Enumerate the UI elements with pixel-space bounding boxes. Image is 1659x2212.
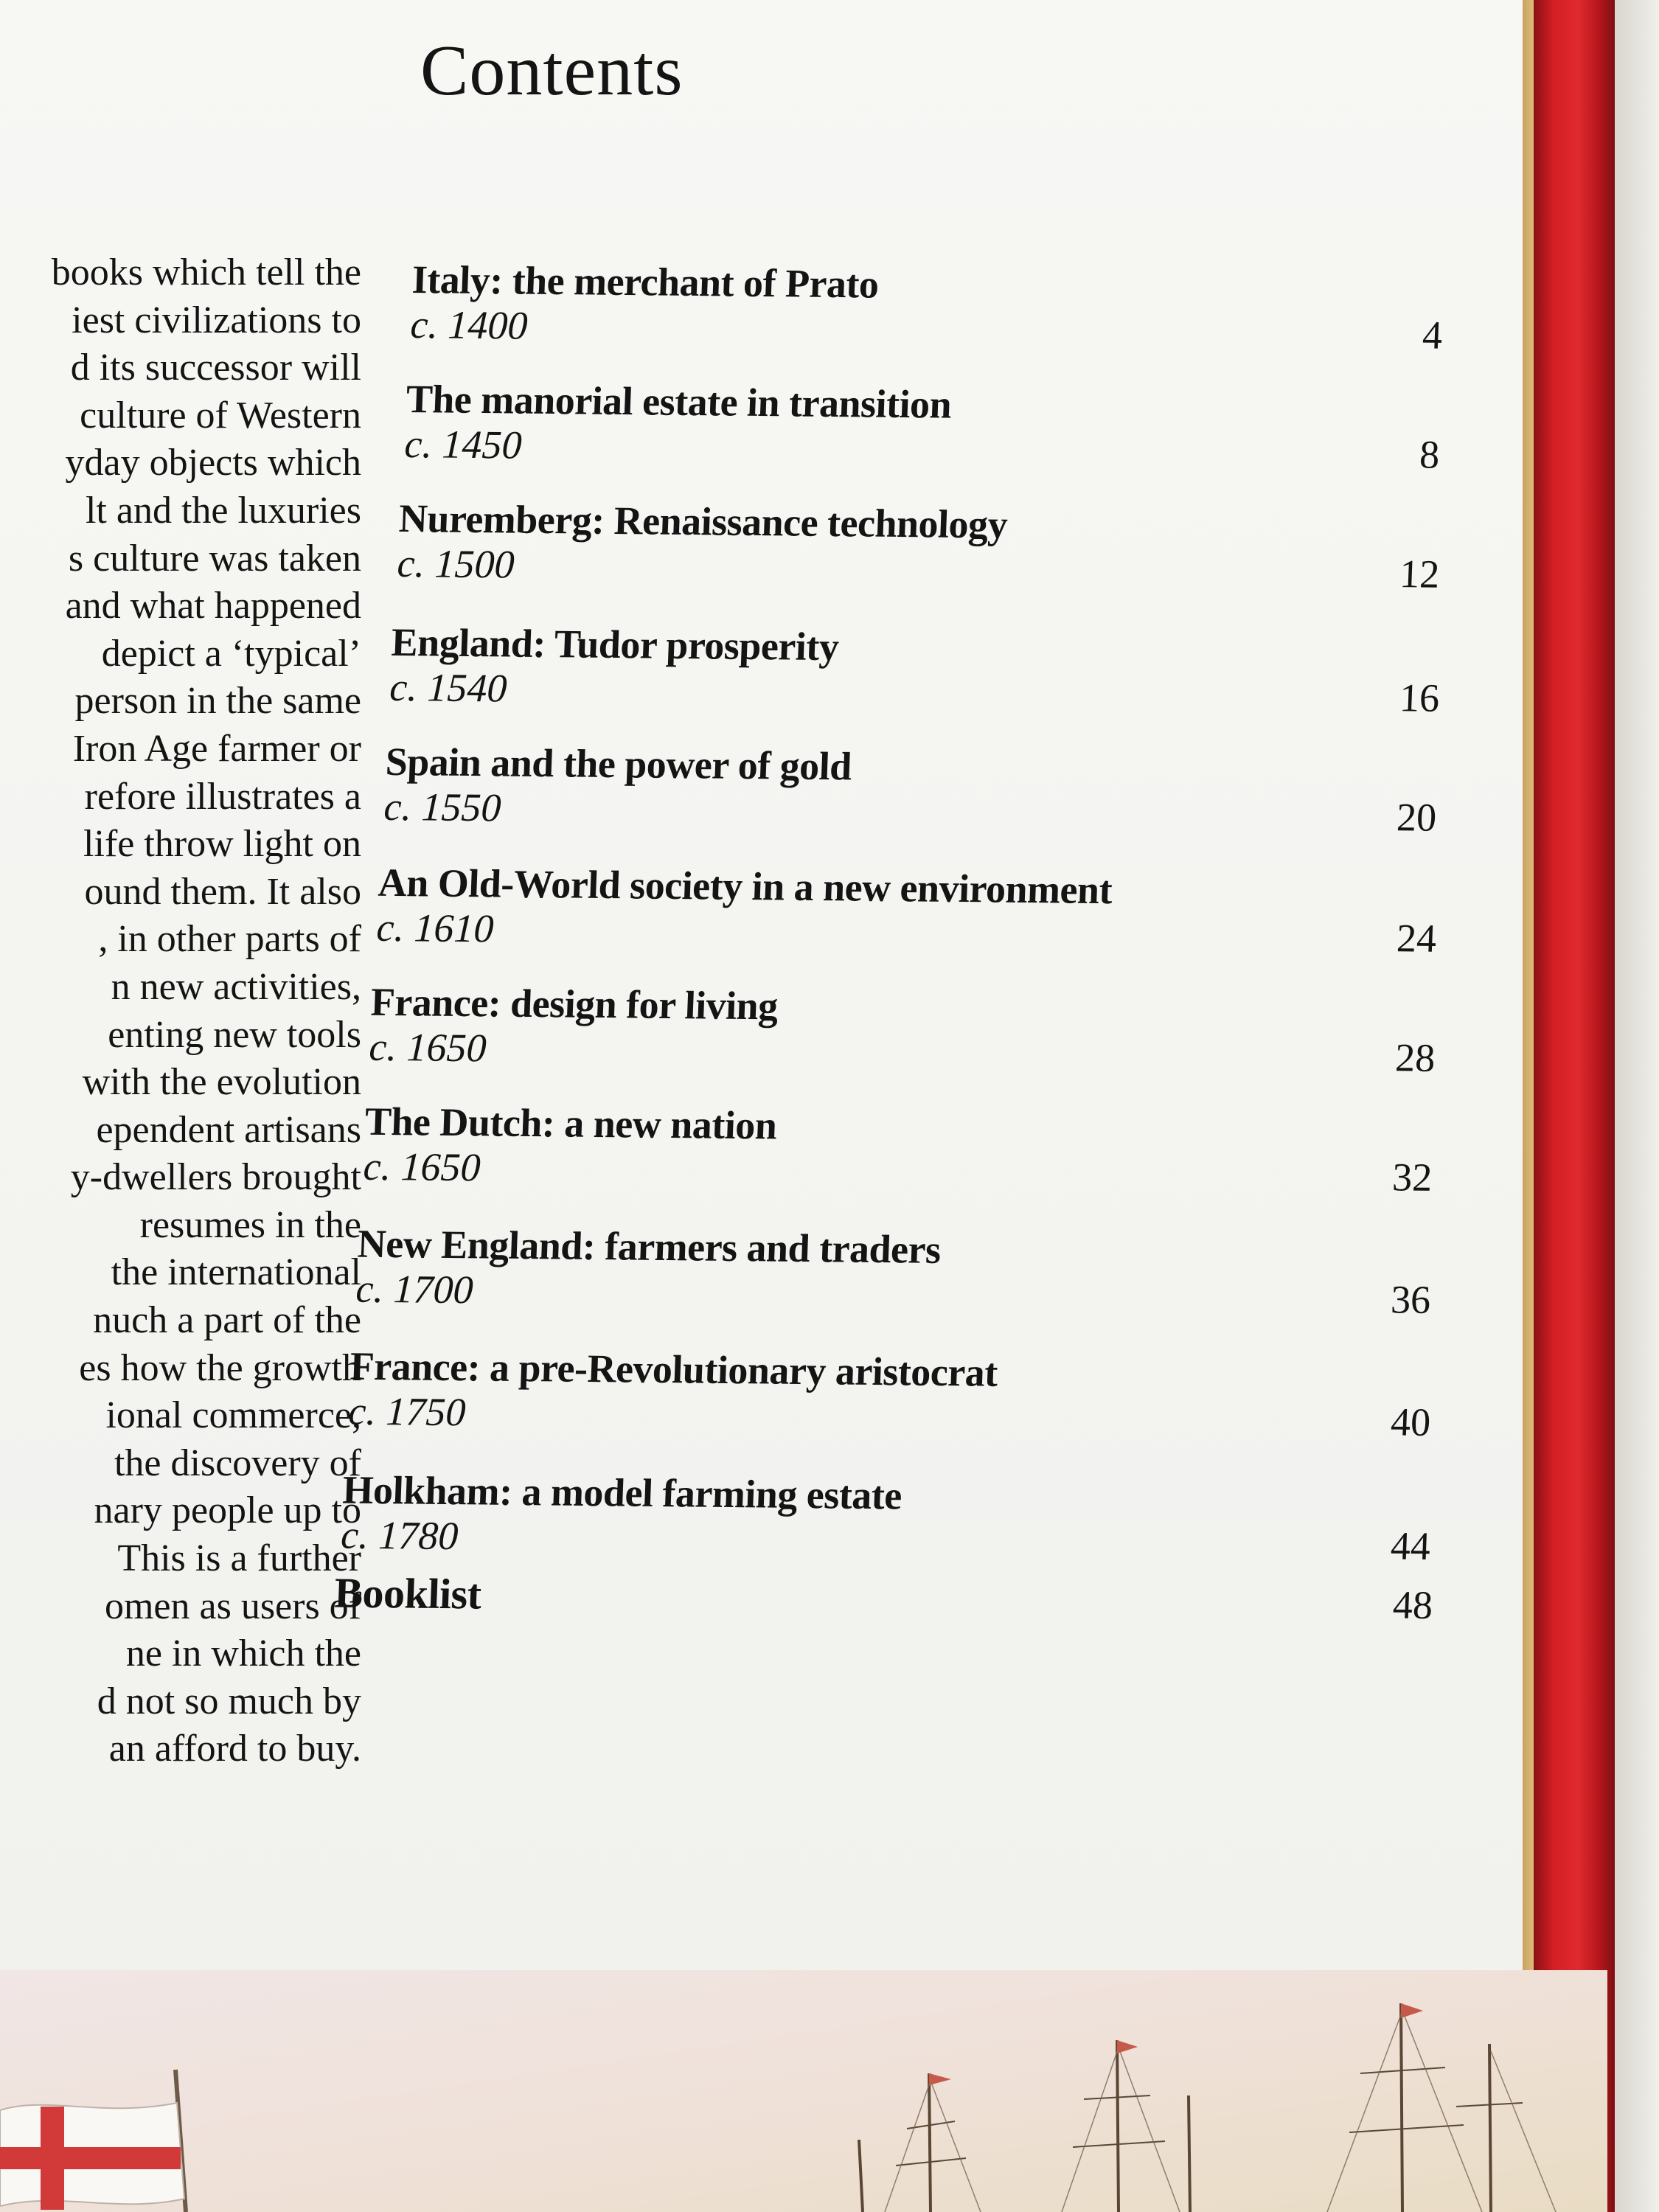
intro-line: nary people up to <box>94 1489 361 1532</box>
intro-paragraph <box>0 249 361 1773</box>
page-background <box>1615 0 1659 2212</box>
page-title: Contents <box>420 31 684 111</box>
intro-line: enting new tools <box>108 1013 361 1056</box>
intro-line: and what happened <box>65 585 361 627</box>
toc-entry-title: Nuremberg: Renaissance technology <box>397 495 1009 547</box>
toc-entry-title: France: a pre-Revolutionary aristocrat <box>349 1343 998 1395</box>
toc-entry-page-number: 40 <box>1390 1399 1432 1444</box>
toc-entry-page-number: 28 <box>1394 1035 1436 1080</box>
toc-entry[interactable] <box>340 1467 1432 1569</box>
toc-entry[interactable] <box>347 1343 1432 1444</box>
toc-entry-date: c. 1450 <box>403 421 523 467</box>
intro-line: d not so much by <box>97 1680 361 1722</box>
intro-line: ional commerce, <box>105 1394 361 1437</box>
toc-entry-title: An Old-World society in a new environment <box>377 860 1113 913</box>
toc-entry-page-number: 8 <box>1419 432 1441 477</box>
toc-entry[interactable] <box>389 619 1441 720</box>
toc-entry-date: c. 1750 <box>347 1388 467 1435</box>
intro-line: depict a ‘typical’ <box>101 632 361 675</box>
intro-line: This is a further <box>117 1537 361 1580</box>
intro-line: d its successor will <box>70 347 361 389</box>
toc-entry[interactable] <box>368 979 1436 1080</box>
intro-line: with the evolution <box>82 1061 361 1104</box>
intro-line: nuch a part of the <box>93 1299 361 1342</box>
book-spine <box>1534 0 1615 2212</box>
toc-entry-date: c. 1650 <box>368 1024 487 1071</box>
intro-text-column <box>0 249 361 1930</box>
toc-entry[interactable] <box>410 257 1445 358</box>
contents-list <box>333 257 1444 1628</box>
intro-line: es how the growth <box>79 1346 361 1389</box>
toc-entry-page-number: 24 <box>1396 916 1438 961</box>
booklist-page-number: 48 <box>1391 1582 1434 1628</box>
toc-entry-page-number: 44 <box>1389 1523 1432 1569</box>
intro-line: culture of Western <box>80 394 361 437</box>
intro-line: yday objects which <box>65 442 361 484</box>
intro-line: books which tell the <box>51 251 361 293</box>
intro-line: resumes in the <box>139 1203 361 1246</box>
toc-entry[interactable] <box>375 860 1438 961</box>
intro-line: person in the same <box>74 680 361 723</box>
toc-entry-page-number: 16 <box>1399 675 1441 720</box>
toc-entry-date: c. 1540 <box>389 664 508 711</box>
toc-entry-page-number: 32 <box>1391 1155 1433 1200</box>
toc-entry-booklist[interactable] <box>333 1568 1434 1628</box>
toc-entry-title: New England: farmers and traders <box>356 1221 942 1272</box>
intro-line: ependent artisans <box>96 1108 361 1151</box>
intro-line: the discovery of <box>114 1441 361 1484</box>
toc-entry-title: France: design for living <box>369 979 779 1029</box>
toc-entry-page-number: 12 <box>1399 552 1441 597</box>
toc-entry-title: Holkham: a model farming estate <box>341 1467 902 1518</box>
toc-entry-title: England: Tudor prosperity <box>390 619 840 669</box>
toc-entry-date: c. 1780 <box>340 1512 459 1559</box>
toc-entry[interactable] <box>362 1099 1433 1200</box>
intro-line: y-dwellers brought <box>70 1156 361 1199</box>
toc-entry-title: Spain and the power of gold <box>384 739 852 789</box>
toc-entry-page-number: 4 <box>1422 313 1444 358</box>
toc-entry-date: c. 1500 <box>396 540 515 587</box>
toc-entry-title: The Dutch: a new nation <box>364 1099 778 1148</box>
toc-entry-page-number: 36 <box>1390 1277 1432 1322</box>
intro-line: the international <box>111 1251 361 1294</box>
intro-line: iest civilizations to <box>72 299 361 341</box>
intro-line: lt and the luxuries <box>85 489 361 532</box>
toc-entry[interactable] <box>396 495 1441 597</box>
toc-entry-page-number: 20 <box>1396 795 1438 840</box>
ships-illustration <box>0 1970 1607 2212</box>
toc-entry-title: Italy: the merchant of Prato <box>411 257 880 307</box>
toc-entry[interactable] <box>404 376 1441 477</box>
intro-line: n new activities, <box>111 965 361 1008</box>
intro-line: Iron Age farmer or <box>72 727 361 770</box>
ships-illustration-image <box>0 1970 1607 2212</box>
toc-entry[interactable] <box>355 1221 1432 1322</box>
toc-entry-date: c. 1550 <box>383 784 502 830</box>
intro-line: refore illustrates a <box>84 775 361 818</box>
toc-entry-date: c. 1700 <box>355 1266 474 1312</box>
intro-line: an afford to buy. <box>108 1728 361 1770</box>
toc-entry-date: c. 1610 <box>375 905 495 951</box>
toc-entry-title: The manorial estate in transition <box>405 376 953 427</box>
intro-line: ound them. It also <box>84 870 361 913</box>
booklist-title: Booklist <box>333 1568 482 1618</box>
toc-entry-date: c. 1650 <box>362 1144 481 1190</box>
toc-entry[interactable] <box>383 739 1438 840</box>
intro-line: omen as users of <box>104 1585 361 1627</box>
toc-entry-date: c. 1400 <box>409 302 529 348</box>
intro-line: life throw light on <box>83 823 361 866</box>
intro-line: ne in which the <box>125 1632 361 1675</box>
intro-line: s culture was taken <box>68 537 361 580</box>
intro-line: , in other parts of <box>98 918 361 961</box>
